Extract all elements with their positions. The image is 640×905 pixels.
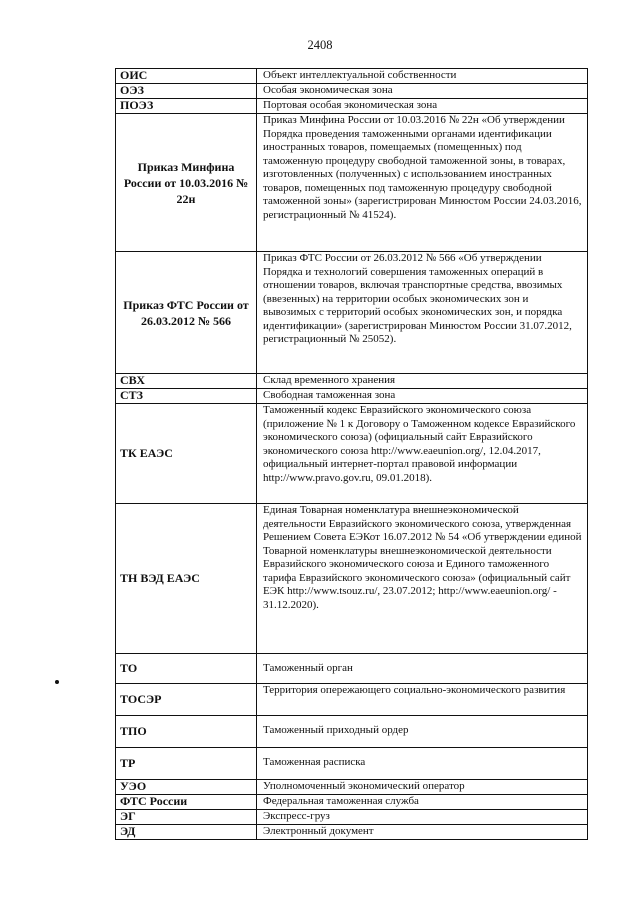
term-cell: ТР — [116, 748, 257, 780]
table-row — [116, 99, 588, 114]
definition-cell: Портовая особая экономическая зона — [257, 99, 588, 114]
table-row — [116, 654, 588, 684]
table-row — [116, 252, 588, 374]
table-row — [116, 504, 588, 654]
term-cell: ЭД — [116, 825, 257, 840]
page-number: 2408 — [307, 38, 333, 52]
definition-cell: Территория опережающего социально-экономического развития — [257, 684, 588, 716]
definition-cell: Экспресс-груз — [257, 810, 588, 825]
table-row — [116, 825, 588, 840]
definition-cell: Электронный документ — [257, 825, 588, 840]
table-row — [116, 404, 588, 504]
term-cell: ЭГ — [116, 810, 257, 825]
definition-cell: Объект интеллектуальной собственности — [257, 69, 588, 84]
term-cell: ОИС — [116, 69, 257, 84]
margin-dot — [55, 680, 59, 684]
definition-cell: Уполномоченный экономический оператор — [257, 780, 588, 795]
table-row — [116, 716, 588, 748]
table-row — [116, 810, 588, 825]
term-cell: ТПО — [116, 716, 257, 748]
term-cell: ТОСЭР — [116, 684, 257, 716]
definition-cell: Таможенный приходный ордер — [257, 716, 588, 748]
definition-cell: Федеральная таможенная служба — [257, 795, 588, 810]
definition-cell: Таможенный орган — [257, 654, 588, 684]
definition-cell: Склад временного хранения — [257, 374, 588, 389]
term-cell: УЭО — [116, 780, 257, 795]
definition-cell: Особая экономическая зона — [257, 84, 588, 99]
table-row — [116, 114, 588, 252]
term-cell: ОЭЗ — [116, 84, 257, 99]
table-row — [116, 748, 588, 780]
term-cell: ТО — [116, 654, 257, 684]
definition-cell: Свободная таможенная зона — [257, 389, 588, 404]
term-cell: ФТС России — [116, 795, 257, 810]
term-cell: ТК ЕАЭС — [116, 404, 257, 504]
term-cell: Приказ ФТС России от 26.03.2012 № 566 — [116, 252, 257, 374]
term-cell: Приказ Минфина России от 10.03.2016 № 22н — [116, 114, 257, 252]
term-cell: ТН ВЭД ЕАЭС — [116, 504, 257, 654]
table-row — [116, 389, 588, 404]
table-row — [116, 684, 588, 716]
definition-cell: Таможенный кодекс Евразийского экономического союза (приложение № 1 к Договору о Таможенном кодексе Евразийского экономического союза) (официальный сайт Евразийского экономического союза http://www.eaeunion.org/, 12.04.2017, официальный интернет-портал правовой информации http://www.pravo.gov.ru, 09.01.2018). — [257, 404, 588, 504]
definition-cell: Приказ ФТС России от 26.03.2012 № 566 «Об утверждении Порядка и технологий совершения таможенных операций в отношении товаров, включая транспортные средства, ввозимых (ввезенных) на территории особых экономических зон и вывозимых с территорий особых экономических зон, и порядка идентификации» (зарегистрирован Минюстом России 31.07.2012, регистрационный № 25052). — [257, 252, 588, 374]
table-row — [116, 795, 588, 810]
term-cell: ПОЭЗ — [116, 99, 257, 114]
term-cell: СВХ — [116, 374, 257, 389]
term-cell: СТЗ — [116, 389, 257, 404]
definition-cell: Таможенная расписка — [257, 748, 588, 780]
table-row — [116, 780, 588, 795]
definition-cell: Единая Товарная номенклатура внешнеэкономической деятельности Евразийского экономического союза, утвержденная Решением Совета ЕЭКот 16.07.2012 № 54 «Об утверждении единой Товарной номенклатуры внешнеэкономической деятельности Евразийского экономического союза и Единого таможенного тарифа Евразийского экономического союза» (официальный сайт ЕЭК http://www.tsouz.ru/, 23.07.2012; http://www.eaeunion.org/ - 31.12.2020). — [257, 504, 588, 654]
abbreviations-table — [115, 68, 588, 840]
table-row — [116, 84, 588, 99]
table-row — [116, 374, 588, 389]
definition-cell: Приказ Минфина России от 10.03.2016 № 22н «Об утверждении Порядка проведения таможенными органами идентификации иностранных товаров, помещаемых (помещенных) под таможенную процедуру свободной таможенной зоны, в товарах, изготовленных (полученных) с использованием иностранных товаров, помещенных под таможенную процедуру свободной таможенной зоны» (зарегистрирован Минюстом России 24.03.2016, регистрационный № 41524). — [257, 114, 588, 252]
table-row — [116, 69, 588, 84]
